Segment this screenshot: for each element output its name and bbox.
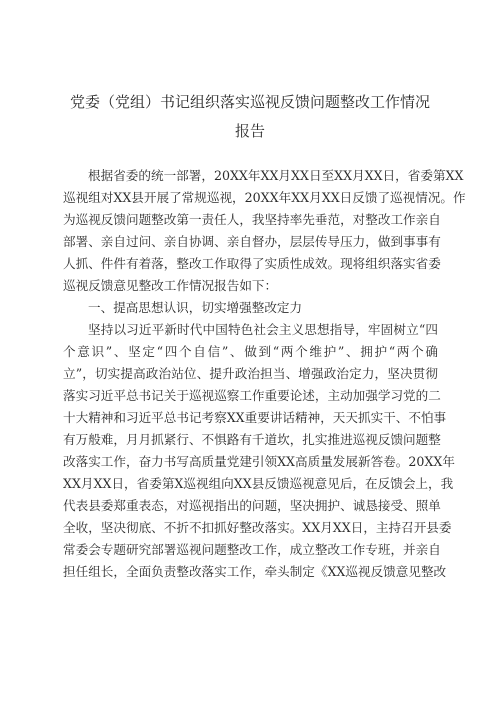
paragraph-line: 改落实工作，奋力书写高质量党建引领XX高质量发展新答卷。20XX年 <box>63 454 455 469</box>
paragraph-line: 巡视反馈意见整改工作情况报告如下： <box>63 278 278 293</box>
paragraph-line: 巡视组对XX县开展了常规巡视，20XX年XX月XX日反馈了巡视情况。作 <box>63 190 466 205</box>
paragraph-line: 部署、亲自过问、亲自协调、亲自督办，层层传导压力，做到事事有 <box>63 234 441 249</box>
paragraph-line: 担任组长，全面负责整改落实工作，牵头制定《XX巡视反馈意见整改 <box>63 564 447 579</box>
paragraph-line: 十大精神和习近平总书记考察XX重要讲话精神，天天抓实干、不怕事 <box>63 410 447 425</box>
paragraph-line: 常委会专题研究部署巡视问题整改工作，成立整改工作专班，并亲自 <box>63 542 441 557</box>
paragraph-line: 人抓、件件有着落，整改工作取得了实质性成效。现将组织落实省委 <box>63 256 441 271</box>
paragraph-line: 全收，坚决彻底、不折不扣抓好整改落实。XX月XX日，主持召开县委 <box>63 520 452 535</box>
paragraph-line: 立”，切实提高政治站位、提升政治担当、增强政治定力，坚决贯彻 <box>63 366 438 381</box>
paragraph-line: XX月XX日，省委第X巡视组向XX县反馈巡视意见后，在反馈会上，我 <box>63 476 454 491</box>
document-title-line-2: 报告 <box>234 122 265 140</box>
paragraph-line: 根据省委的统一部署，20XX年XX月XX日至XX月XX日，省委第XX <box>88 168 464 183</box>
paragraph-line: 为巡视反馈问题整改第一责任人，我坚持率先垂范，对整改工作亲自 <box>63 212 441 227</box>
paragraph-line: 代表县委郑重表态，对巡视指出的问题，坚决拥护、诚恳接受、照单 <box>63 498 441 513</box>
paragraph-line: 有万般难，月月抓紧行、不惧路有千道坎，扎实推进巡视反馈问题整 <box>63 432 441 447</box>
paragraph-line: 个意识”、坚定“四个自信”、做到“两个维护”、拥护“两个确 <box>63 344 438 359</box>
paragraph-line: 坚持以习近平新时代中国特色社会主义思想指导，牢固树立“四 <box>88 322 438 337</box>
section-heading: 一、提高思想认识，切实增强整改定力 <box>88 300 303 315</box>
paragraph-line: 落实习近平总书记关于巡视巡察工作重要论述，主动加强学习党的二 <box>63 388 441 403</box>
document-title-line-1: 党委（党组）书记组织落实巡视反馈问题整改工作情况 <box>69 93 430 111</box>
